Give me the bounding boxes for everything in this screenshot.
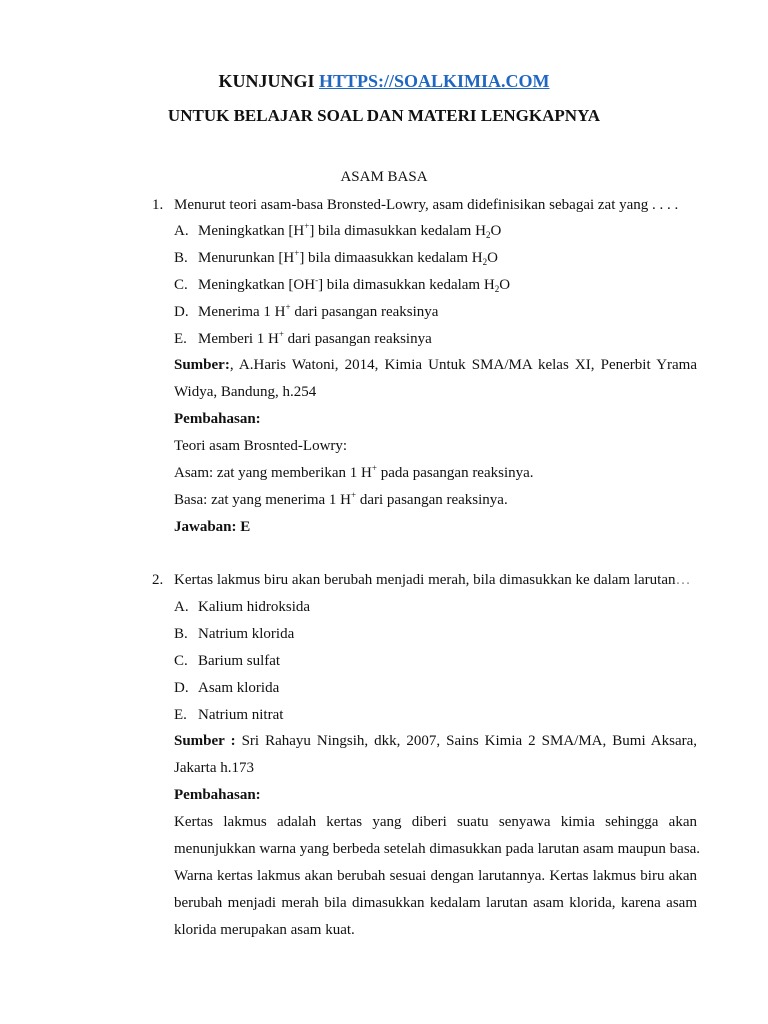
header-visit-text: KUNJUNGI [218,71,315,91]
header-line-1 [0,71,768,92]
question-1-discussion-label: Pembahasan: [174,411,261,427]
question-2-option-d: D. Asam klorida [174,680,280,696]
question-1-option-c: C. Meningkatkan [OH-] bila dimasukkan kedalam $H_2O$ [174,275,511,294]
site-link[interactable]: HTTPS://SOALKIMIA.COM [318,71,550,91]
question-2-text: Kertas lakmus biru akan berubah menjadi merah, bila dimasukkan ke dalam larutan… [174,572,691,588]
question-1-option-b: B. Menurunkan [H+] bila dimaasukkan kedalam $H_2O$ [174,248,498,267]
question-2-discussion-line-3: Warna kertas lakmus akan berubah sesuai dengan larutannya. Kertas lakmus biru akan [174,868,697,884]
question-1-source-label: Sumber: [174,357,230,373]
section-title: ASAM BASA [340,169,428,185]
question-2-discussion-label: Pembahasan: [174,787,261,803]
question-1-number: 1. [152,197,164,213]
question-2-discussion-line-1: Kertas lakmus adalah kertas yang diberi suatu senyawa kimia sehingga akan [174,814,697,830]
question-1-source-line-2: Widya, Bandung, h.254 [174,384,317,400]
question-2-discussion-line-4: berubah menjadi merah bila dimasukkan kedalam larutan asam klorida, karena asam [174,895,697,911]
question-2-discussion-line-5: klorida merupakan asam kuat. [174,922,355,938]
question-1-source-line-1: Sumber:, A.Haris Watoni, 2014, Kimia Untuk SMA/MA kelas XI, Penerbit Yrama [174,357,697,373]
question-1-acid-definition: Asam: zat yang memberikan 1 H+ pada pasangan reaksinya. [174,463,534,481]
question-2-option-a: A. Kalium hidroksida [174,599,311,615]
question-2-source-line-1: Sumber : Sri Rahayu Ningsih, dkk, 2007, Sains Kimia 2 SMA/MA, Bumi Aksara, [174,733,698,749]
question-2-option-b: B. Natrium klorida [174,626,295,642]
question-2-discussion-line-2: menunjukkan warna yang berbeda setelah dimasukkan pada larutan asam maupun basa. [174,841,701,857]
question-1-option-e: E. Memberi 1 H+ dari pasangan reaksinya [174,329,432,347]
question-1-option-d: D. Menerima 1 H+ dari pasangan reaksinya [174,302,439,320]
question-2-source-line-2: Jakarta h.173 [174,760,254,776]
question-1-text: Menurut teori asam-basa Bronsted-Lowry, asam didefinisikan sebagai zat yang . . . . [174,197,679,213]
header-subtitle: UNTUK BELAJAR SOAL DAN MATERI LENGKAPNYA [167,106,601,125]
question-1-theory: Teori asam Brosnted-Lowry: [174,438,348,454]
question-2-option-e: E. Natrium nitrat [174,707,284,723]
question-1-base-definition: Basa: zat yang menerima 1 H+ dari pasangan reaksinya. [174,490,508,508]
question-1-answer: Jawaban: E [174,519,251,535]
question-2-option-c: C. Barium sulfat [174,653,281,669]
question-2-source-label: Sumber : [174,733,236,749]
question-1-option-a: A. Meningkatkan [H+] bila dimasukkan kedalam $H_2O$ [174,221,502,240]
question-2-number: 2. [152,572,164,588]
